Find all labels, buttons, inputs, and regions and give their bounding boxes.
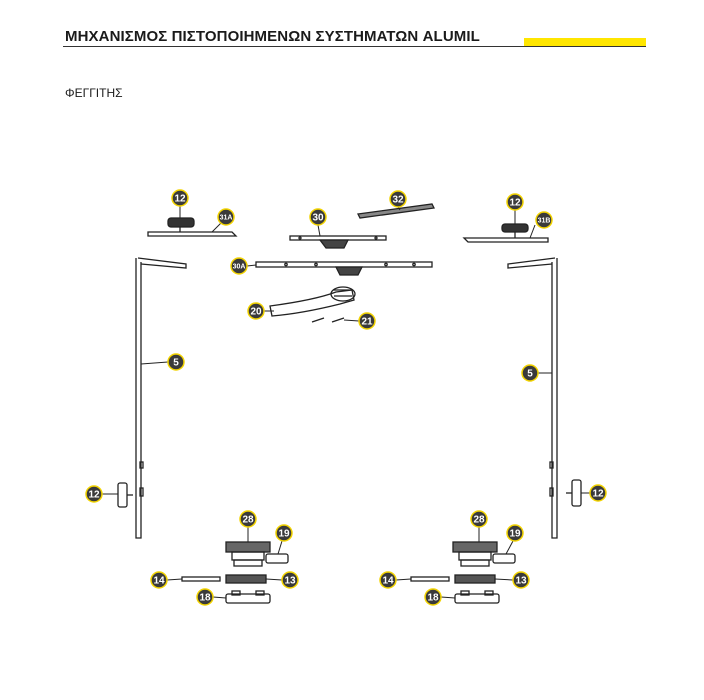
callout-32 — [390, 191, 406, 207]
svg-text:28: 28 — [473, 514, 485, 526]
svg-text:30: 30 — [312, 212, 324, 224]
svg-text:18: 18 — [199, 592, 211, 604]
svg-text:19: 19 — [278, 528, 290, 540]
callout-18-right — [425, 589, 441, 605]
part-31b-corner-right — [464, 224, 548, 242]
svg-text:12: 12 — [509, 197, 521, 209]
callout-12-top-right — [507, 194, 523, 210]
callout-30 — [310, 209, 326, 225]
svg-text:12: 12 — [88, 489, 100, 501]
callout-12-top-left — [172, 190, 188, 206]
svg-text:13: 13 — [284, 575, 296, 587]
svg-text:18: 18 — [427, 592, 439, 604]
svg-text:12: 12 — [592, 488, 604, 500]
right-vertical-profile — [508, 258, 557, 538]
callout-14-left — [151, 572, 167, 588]
svg-text:21: 21 — [361, 316, 373, 328]
svg-text:20: 20 — [250, 306, 262, 318]
callout-31b — [536, 212, 552, 228]
part-30a-bar — [256, 262, 432, 275]
part-21-screws — [312, 318, 344, 322]
svg-text:14: 14 — [382, 575, 394, 587]
callout-5-right — [522, 365, 538, 381]
svg-text:5: 5 — [173, 357, 179, 369]
callout-13-left — [282, 572, 298, 588]
callout-19-right — [507, 525, 523, 541]
callout-20 — [248, 303, 264, 319]
svg-text:31A: 31A — [219, 214, 233, 222]
page-subtitle: ΦΕΓΓΙΤΗΣ — [65, 86, 123, 100]
part-30-rod — [290, 236, 386, 248]
callout-18-left — [197, 589, 213, 605]
callout-28-right — [471, 511, 487, 527]
svg-text:14: 14 — [153, 575, 165, 587]
svg-text:5: 5 — [527, 368, 533, 380]
callout-12-side-left — [86, 486, 102, 502]
left-vertical-profile — [136, 258, 186, 538]
callout-13-right — [513, 572, 529, 588]
callout-21 — [359, 313, 375, 329]
callout-30a — [231, 258, 247, 274]
callout-12-side-right — [590, 485, 606, 501]
svg-text:12: 12 — [174, 193, 186, 205]
part-20-handle — [270, 287, 355, 316]
svg-text:32: 32 — [392, 194, 404, 206]
callout-14-right — [380, 572, 396, 588]
callout-28-left — [240, 511, 256, 527]
page-title: ΜΗΧΑΝΙΣΜΟΣ ΠΙΣΤΟΠΟΙΗΜΕΝΩΝ ΣΥΣΤΗΜΑΤΩΝ ALUMIL — [65, 28, 480, 45]
callout-labels — [86, 190, 606, 605]
callout-19-left — [276, 525, 292, 541]
svg-text:13: 13 — [515, 575, 527, 587]
svg-text:30A: 30A — [232, 263, 246, 271]
svg-text:31B: 31B — [537, 217, 551, 225]
svg-text:19: 19 — [509, 528, 521, 540]
part-12-side-cover-right — [566, 480, 581, 506]
part-12-side-cover-left — [118, 483, 133, 507]
callout-5-left — [168, 354, 184, 370]
callout-31a — [218, 209, 234, 225]
svg-text:28: 28 — [242, 514, 254, 526]
